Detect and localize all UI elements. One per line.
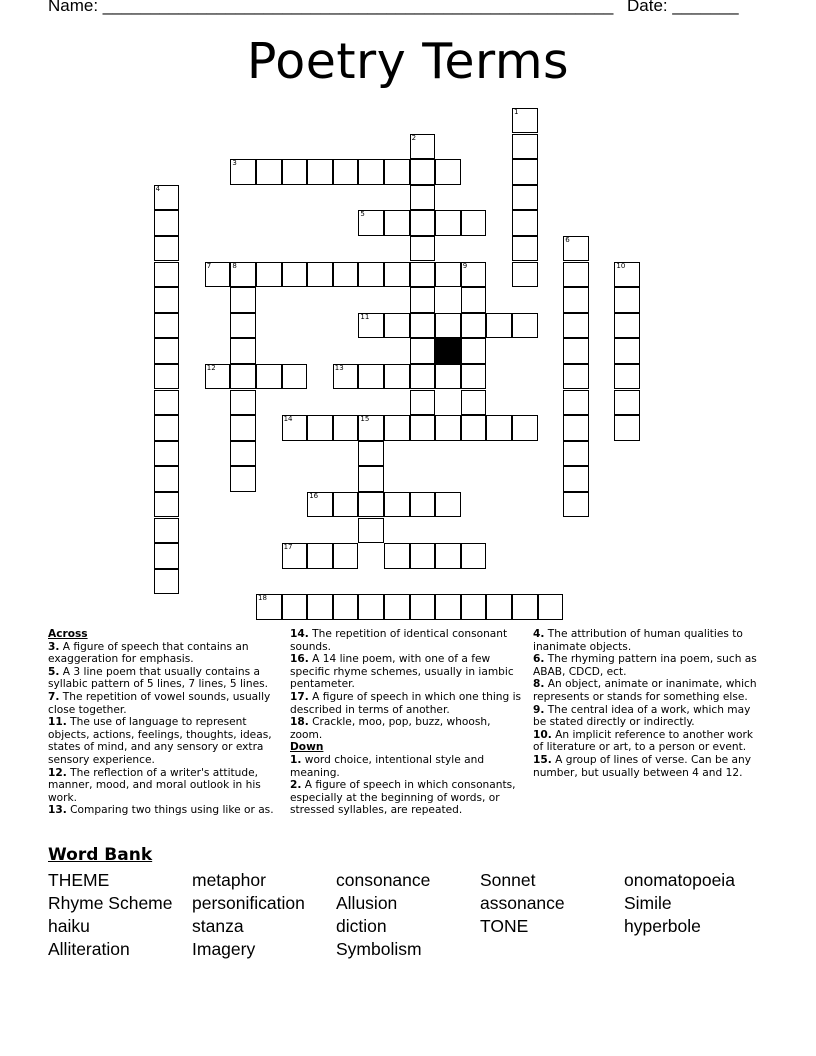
- grid-cell[interactable]: [512, 185, 538, 211]
- grid-cell[interactable]: [154, 262, 180, 288]
- grid-cell[interactable]: [256, 159, 282, 185]
- grid-cell[interactable]: [563, 364, 589, 390]
- grid-cell[interactable]: [358, 441, 384, 467]
- grid-cell[interactable]: [461, 390, 487, 416]
- clue-across-18: 18. Crackle, moo, pop, buzz, whoosh, zoom.: [290, 716, 491, 741]
- clues-column-2: [290, 628, 524, 817]
- clue-down-10: 10. An implicit reference to another work of literature or art, to a person or event.: [533, 728, 754, 754]
- grid-cell[interactable]: [384, 159, 410, 185]
- grid-cell[interactable]: [154, 441, 180, 467]
- grid-cell[interactable]: [614, 313, 640, 339]
- grid-cell[interactable]: [384, 415, 410, 441]
- grid-cell[interactable]: [154, 210, 180, 236]
- clue-across-7: 7. The repetition of vowel sounds, usually close together.: [48, 690, 271, 716]
- word-bank-item: Sonnet: [480, 870, 536, 890]
- clue-number: 6: [565, 235, 570, 244]
- grid-cell[interactable]: [230, 441, 256, 467]
- grid-cell[interactable]: [435, 262, 461, 288]
- word-bank: [48, 845, 768, 960]
- grid-cell[interactable]: [461, 338, 487, 364]
- grid-cell[interactable]: [256, 364, 282, 390]
- word-bank-item: Imagery: [192, 939, 256, 959]
- grid-cell[interactable]: [486, 313, 512, 339]
- clue-down-2: 2. A figure of speech in which consonants, especially at the beginning of words, or stressed syllables, are repeated.: [290, 779, 516, 817]
- date-field[interactable]: Date: _______: [627, 0, 739, 15]
- grid-cell[interactable]: [384, 543, 410, 569]
- grid-cell[interactable]: [410, 492, 436, 518]
- grid-cell[interactable]: [563, 338, 589, 364]
- grid-cell[interactable]: [256, 262, 282, 288]
- clue-across-12: 12. The reflection of a writer's attitude, manner, mood, and moral outlook in his work.: [48, 766, 261, 804]
- grid-cell[interactable]: [384, 364, 410, 390]
- clue-across-3: 3. A figure of speech that contains an exaggeration for emphasis.: [48, 640, 249, 666]
- clue-number: 7: [206, 261, 212, 270]
- grid-cell[interactable]: [154, 390, 180, 416]
- grid-cell[interactable]: [461, 210, 487, 236]
- clue-number: 10: [616, 261, 626, 270]
- grid-cell[interactable]: [282, 364, 308, 390]
- grid-cell[interactable]: [563, 236, 589, 262]
- grid-cell[interactable]: [358, 210, 384, 236]
- clue-number: 11: [360, 312, 370, 321]
- clue-across-17: 17. A figure of speech in which one thing is described in terms of another.: [290, 690, 522, 716]
- word-bank-item: Symbolism: [336, 939, 422, 959]
- grid-cell[interactable]: [154, 569, 180, 595]
- clue-across-14: 14. The repetition of identical consonant sounds.: [290, 628, 508, 653]
- grid-cell[interactable]: [435, 159, 461, 185]
- grid-cell[interactable]: [358, 594, 384, 620]
- word-bank-item: Rhyme Scheme: [48, 893, 173, 913]
- clue-down-4: 4. The attribution of human qualities to inanimate objects.: [533, 628, 743, 653]
- grid-cell[interactable]: [563, 262, 589, 288]
- clue-number: 16: [309, 491, 319, 500]
- grid-cell[interactable]: [230, 313, 256, 339]
- grid-cell[interactable]: [358, 492, 384, 518]
- word-bank-item: haiku: [48, 916, 90, 936]
- grid-cell[interactable]: [333, 364, 359, 390]
- grid-cell[interactable]: [154, 466, 180, 492]
- grid-cell[interactable]: [461, 415, 487, 441]
- clue-number: 2: [411, 133, 417, 142]
- grid-cell[interactable]: [358, 415, 384, 441]
- grid-cell[interactable]: [614, 287, 640, 313]
- grid-block: [435, 338, 461, 364]
- clues-column-1: [48, 628, 280, 817]
- word-bank-item: diction: [336, 916, 387, 936]
- grid-cell[interactable]: [307, 594, 333, 620]
- grid-cell[interactable]: [154, 492, 180, 518]
- grid-cell[interactable]: [282, 415, 308, 441]
- grid-cell[interactable]: [435, 313, 461, 339]
- grid-cell[interactable]: [230, 390, 256, 416]
- grid-cell[interactable]: [461, 364, 487, 390]
- grid-cell[interactable]: [154, 518, 180, 544]
- grid-cell[interactable]: [461, 543, 487, 569]
- clue-number: 1: [514, 107, 519, 116]
- clue-number: 3: [232, 159, 237, 168]
- grid-cell[interactable]: [154, 287, 180, 313]
- grid-cell[interactable]: [563, 492, 589, 518]
- word-bank-item: Allusion: [336, 893, 398, 913]
- grid-cell[interactable]: [410, 313, 436, 339]
- word-bank-item: personification: [192, 893, 305, 913]
- clues-column-3: [533, 628, 765, 779]
- down-heading: Down: [290, 741, 324, 754]
- grid-cell[interactable]: [614, 415, 640, 441]
- grid-cell[interactable]: [384, 210, 410, 236]
- clue-number: 5: [360, 210, 365, 219]
- grid-cell[interactable]: [563, 313, 589, 339]
- clue-across-11: 11. The use of language to represent objects, actions, feelings, thoughts, ideas, states of mind, and any sensory or extra sensory experience.: [48, 716, 272, 766]
- grid-cell[interactable]: [358, 518, 384, 544]
- grid-cell[interactable]: [435, 210, 461, 236]
- clue-down-9: 9. The central idea of a work, which may be stated directly or indirectly.: [533, 703, 751, 729]
- grid-cell[interactable]: [410, 364, 436, 390]
- grid-cell[interactable]: [461, 262, 487, 288]
- grid-cell[interactable]: [410, 415, 436, 441]
- clue-across-13: 13. Comparing two things using like or as.: [48, 804, 274, 817]
- grid-cell[interactable]: [563, 287, 589, 313]
- grid-cell[interactable]: [154, 313, 180, 339]
- grid-cell[interactable]: [410, 594, 436, 620]
- grid-cell[interactable]: [410, 262, 436, 288]
- grid-cell[interactable]: [512, 262, 538, 288]
- grid-cell[interactable]: [563, 441, 589, 467]
- grid-cell[interactable]: [333, 262, 359, 288]
- grid-cell[interactable]: [614, 338, 640, 364]
- word-bank-item: stanza: [192, 916, 244, 936]
- clue-down-8: 8. An object, animate or inanimate, which represents or stands for something else.: [533, 678, 757, 703]
- grid-cell[interactable]: [358, 466, 384, 492]
- across-heading: Across: [48, 628, 88, 640]
- clue-down-15: 15. A group of lines of verse. Can be any number, but usually between 4 and 12.: [533, 753, 752, 779]
- grid-cell[interactable]: [614, 390, 640, 416]
- grid-cell[interactable]: [230, 287, 256, 313]
- clue-number: 13: [334, 363, 344, 372]
- grid-cell[interactable]: [461, 287, 487, 313]
- grid-cell[interactable]: [230, 159, 256, 185]
- clue-number: 9: [462, 261, 468, 270]
- clue-down-6: 6. The rhyming pattern ina poem, such as ABAB, CDCD, ect.: [533, 653, 757, 678]
- grid-cell[interactable]: [563, 415, 589, 441]
- grid-cell[interactable]: [307, 492, 333, 518]
- grid-cell[interactable]: [435, 364, 461, 390]
- grid-cell[interactable]: [205, 364, 231, 390]
- grid-cell[interactable]: [410, 185, 436, 211]
- grid-cell[interactable]: [154, 415, 180, 441]
- grid-cell[interactable]: [435, 543, 461, 569]
- grid-cell[interactable]: [282, 262, 308, 288]
- word-bank-item: Alliteration: [48, 939, 130, 959]
- grid-cell[interactable]: [154, 543, 180, 569]
- grid-cell[interactable]: [563, 466, 589, 492]
- grid-cell[interactable]: [282, 159, 308, 185]
- clue-number: 18: [258, 594, 267, 603]
- grid-cell[interactable]: [205, 262, 231, 288]
- grid-cell[interactable]: [461, 313, 487, 339]
- grid-cell[interactable]: [410, 543, 436, 569]
- word-bank-item: hyperbole: [624, 916, 701, 936]
- word-bank-item: consonance: [336, 870, 431, 890]
- grid-cell[interactable]: [333, 492, 359, 518]
- grid-cell[interactable]: [614, 364, 640, 390]
- grid-cell[interactable]: [358, 364, 384, 390]
- grid-cell[interactable]: [410, 210, 436, 236]
- grid-cell[interactable]: [230, 364, 256, 390]
- word-bank-item: onomatopoeia: [624, 870, 735, 890]
- grid-cell[interactable]: [154, 236, 180, 262]
- clue-number: 17: [283, 543, 293, 552]
- grid-cell[interactable]: [230, 262, 256, 288]
- grid-cell[interactable]: [435, 492, 461, 518]
- grid-cell[interactable]: [154, 185, 180, 211]
- clue-number: 15: [360, 415, 370, 424]
- grid-cell[interactable]: [486, 594, 512, 620]
- word-bank-title: Word Bank: [48, 845, 153, 865]
- grid-cell[interactable]: [563, 390, 589, 416]
- grid-cell[interactable]: [256, 594, 282, 620]
- grid-cell[interactable]: [358, 313, 384, 339]
- grid-cell[interactable]: [333, 159, 359, 185]
- word-bank-item: TONE: [480, 916, 529, 936]
- grid-cell[interactable]: [410, 338, 436, 364]
- grid-cell[interactable]: [230, 466, 256, 492]
- grid-cell[interactable]: [333, 415, 359, 441]
- clue-across-5: 5. A 3 line poem that usually contains a syllabic pattern of 5 lines, 7 lines, 5 lines.: [48, 665, 268, 691]
- grid-cell[interactable]: [486, 415, 512, 441]
- grid-cell[interactable]: [512, 415, 538, 441]
- grid-cell[interactable]: [358, 262, 384, 288]
- grid-cell[interactable]: [512, 210, 538, 236]
- grid-cell[interactable]: [512, 108, 538, 134]
- grid-cell[interactable]: [358, 159, 384, 185]
- grid-cell[interactable]: [410, 134, 436, 160]
- word-bank-item: THEME: [48, 870, 110, 890]
- grid-cell[interactable]: [230, 415, 256, 441]
- grid-cell[interactable]: [230, 338, 256, 364]
- grid-cell[interactable]: [384, 492, 410, 518]
- clue-across-16: 16. A 14 line poem, with one of a few specific rhyme schemes, usually in iambic pentameter.: [290, 653, 514, 691]
- word-bank-item: metaphor: [192, 870, 266, 890]
- grid-cell[interactable]: [512, 594, 538, 620]
- page-title: Poetry Terms: [246, 33, 570, 90]
- word-bank-item: assonance: [480, 893, 565, 913]
- grid-cell[interactable]: [384, 262, 410, 288]
- grid-cell[interactable]: [307, 415, 333, 441]
- grid-cell[interactable]: [410, 236, 436, 262]
- grid-cell[interactable]: [282, 594, 308, 620]
- grid-cell[interactable]: [154, 338, 180, 364]
- grid-cell[interactable]: [461, 594, 487, 620]
- grid-cell[interactable]: [614, 262, 640, 288]
- grid-cell[interactable]: [307, 159, 333, 185]
- grid-cell[interactable]: [435, 594, 461, 620]
- word-bank-list: [48, 869, 768, 960]
- grid-cell[interactable]: [384, 594, 410, 620]
- grid-cell[interactable]: [333, 543, 359, 569]
- grid-cell[interactable]: [512, 159, 538, 185]
- grid-cell[interactable]: [512, 313, 538, 339]
- name-field[interactable]: Name: ______________________________________________________: [48, 0, 614, 15]
- grid-cell[interactable]: [538, 594, 564, 620]
- grid-cell[interactable]: [512, 236, 538, 262]
- clue-number: 12: [206, 363, 216, 372]
- grid-cell[interactable]: [154, 364, 180, 390]
- clue-number: 8: [232, 261, 237, 270]
- grid-cell[interactable]: [307, 543, 333, 569]
- grid-cell[interactable]: [410, 159, 436, 185]
- grid-cell[interactable]: [410, 287, 436, 313]
- grid-cell[interactable]: [333, 594, 359, 620]
- word-bank-item: Simile: [624, 893, 672, 913]
- grid-cell[interactable]: [307, 262, 333, 288]
- grid-cell[interactable]: [512, 134, 538, 160]
- clue-down-1: 1. word choice, intentional style and meaning.: [290, 753, 485, 779]
- grid-cell[interactable]: [282, 543, 308, 569]
- grid-cell[interactable]: [435, 415, 461, 441]
- clue-number: 4: [155, 184, 161, 193]
- grid-cell[interactable]: [410, 390, 436, 416]
- grid-cell[interactable]: [384, 313, 410, 339]
- clue-number: 14: [283, 415, 293, 424]
